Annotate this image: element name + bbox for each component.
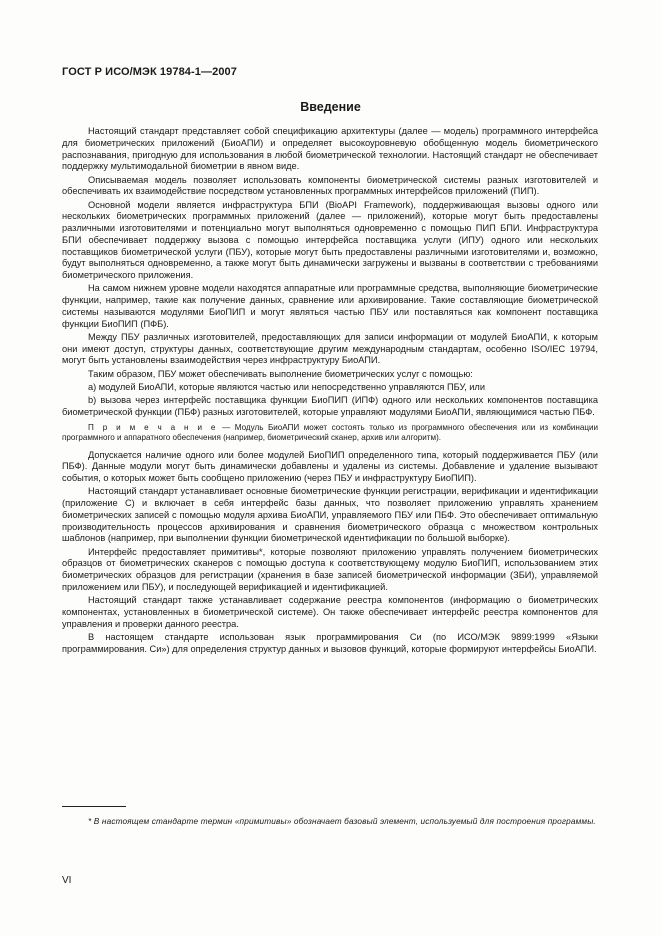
body-text [62, 126, 598, 657]
paragraph: Настоящий стандарт представляет собой спецификацию архитектуры (далее — модель) программного интерфейса для биометрических приложений (БиоАПИ) и определяет высокоуровневую обобщенную модель биометрического распознавания, пригодную для использования в любой биометрической технологии. Настоящий стандарт не обеспечивает поддержку мультимодальной биометрии в явном виде. [62, 126, 598, 172]
paragraph: В настоящем стандарте использован язык программирования Си (по ИСО/МЭК 9899:1999 «Языки программирования. Си») для определения структур данных и вызовов функций, которые формируют интерфейсы БиоАПИ. [62, 631, 598, 654]
note [62, 423, 598, 444]
page-number: VI [62, 875, 72, 886]
standard-header: ГОСТ Р ИСО/МЭК 19784-1—2007 [62, 66, 237, 78]
note-label: П р и м е ч а н и е [88, 422, 218, 432]
list-item: а) модулей БиоАПИ, которые являются частью или непосредственно управляются ПБУ, или [88, 381, 485, 392]
paragraph: Таким образом, ПБУ может обеспечивать выполнение биометрических услуг с помощью: [88, 368, 473, 379]
footnote-divider [62, 806, 126, 807]
paragraph: Допускается наличие одного или более модулей БиоПИП определенного типа, который поддерживается ПБУ (или ПБФ). Данные модули могут быть динамически добавлены и удалены из системы. Добавление и удаление вызывают события, о которых может быть сообщено приложению (через ПБУ и инфраструктуру БиоПИП). [62, 449, 598, 484]
list-item: b) вызова через интерфейс поставщика функции БиоПИП (ИПФ) одного или нескольких компонентов поставщика биометрической функции (ПБФ) разных изготовителей, которые управляют модулями БиоАПИ, являющимися частью ПБФ. [62, 395, 598, 417]
paragraph: Основной модели является инфраструктура БПИ (BioAPI Framework), поддерживающая вызовы одного или нескольких биометрических программных приложений (далее — приложений), которые могут быть предоставлены различными изготовителями и потенциально могут выполняться одновременно с помощью ПИП БПИ. Инфраструктура БПИ обеспечивает поддержку вызова с помощью интерфейса поставщика услуги (ИПУ) одного или нескольких поставщиков биометрической услуги (ПБУ), которые могут быть предоставлены различными изготовителями и, возможно, будут выполняться одновременно, а также могут быть динамически загружены и вызваны в соответствии с требованиями биометрического приложения. [62, 199, 598, 280]
note-text: — Модуль БиоАПИ может состоять только из программного обеспечения или из комбинации программного и аппаратного обеспечения (например, биометрический сканер, архив или алгоритм). [62, 422, 599, 443]
paragraph: Настоящий стандарт устанавливает основные биометрические функции регистрации, верификации и идентификации (приложение С) и включает в себя интерфейс базы данных, что позволяет приложению управлять хранением биометрических записей с помощью модуля архива БиоАПИ, управляемого ПБУ или ПБФ. Это обеспечивает оптимальную производительность процессов архивирования и сравнения биометрического образца с множеством контрольных шаблонов (например, при выполнении функции биометрической идентификации по большой выборке). [62, 486, 599, 544]
section-title: Введение [300, 100, 361, 114]
paragraph: Описываемая модель позволяет использовать компоненты биометрической системы разных изготовителей и обеспечивать их взаимодействие посредством установленных программных интерфейсов приложений (ПИП). [62, 174, 598, 197]
paragraph: Интерфейс предоставляет примитивы*, которые позволяют приложению управлять получением биометрических образцов от биометрических сканеров с помощью доступа к соответствующему модулю БиоПИП, использованием этих биометрических образцов для регистрации (хранения в базе записей биометрической информации (ЗБИ), управляемой приложением или ПБУ), и последующей верификацией и идентификацией. [62, 546, 598, 592]
paragraph: Настоящий стандарт также устанавливает содержание реестра компонентов (информацию о биометрических компонентах, установленных в биометрической системе). Он также обеспечивает интерфейс реестра компонентов для управления и проверки данного реестра. [62, 595, 598, 629]
footnote: * В настоящем стандарте термин «примитивы» обозначает базовый элемент, используемый для построения программы. [88, 817, 596, 826]
paragraph: На самом нижнем уровне модели находятся аппаратные или программные средства, выполняющие биометрические функции, например, такие как получение данных, сравнение или архивирование. Такие составляющие биометрической системы называются модулями БиоПИП и могут являться частью ПБУ или поставляться как компонент поставщика функции БиоПИП (ПФБ). [62, 283, 598, 329]
paragraph: Между ПБУ различных изготовителей, предоставляющих для записи информации от модулей БиоАПИ, к которым они имеют доступ, структуры данных, соответствующие другим международным стандартам, особенно ISO/IEC 19794, могут быть установлены взаимодействия через инфраструктуру БиоАПИ. [62, 331, 598, 366]
